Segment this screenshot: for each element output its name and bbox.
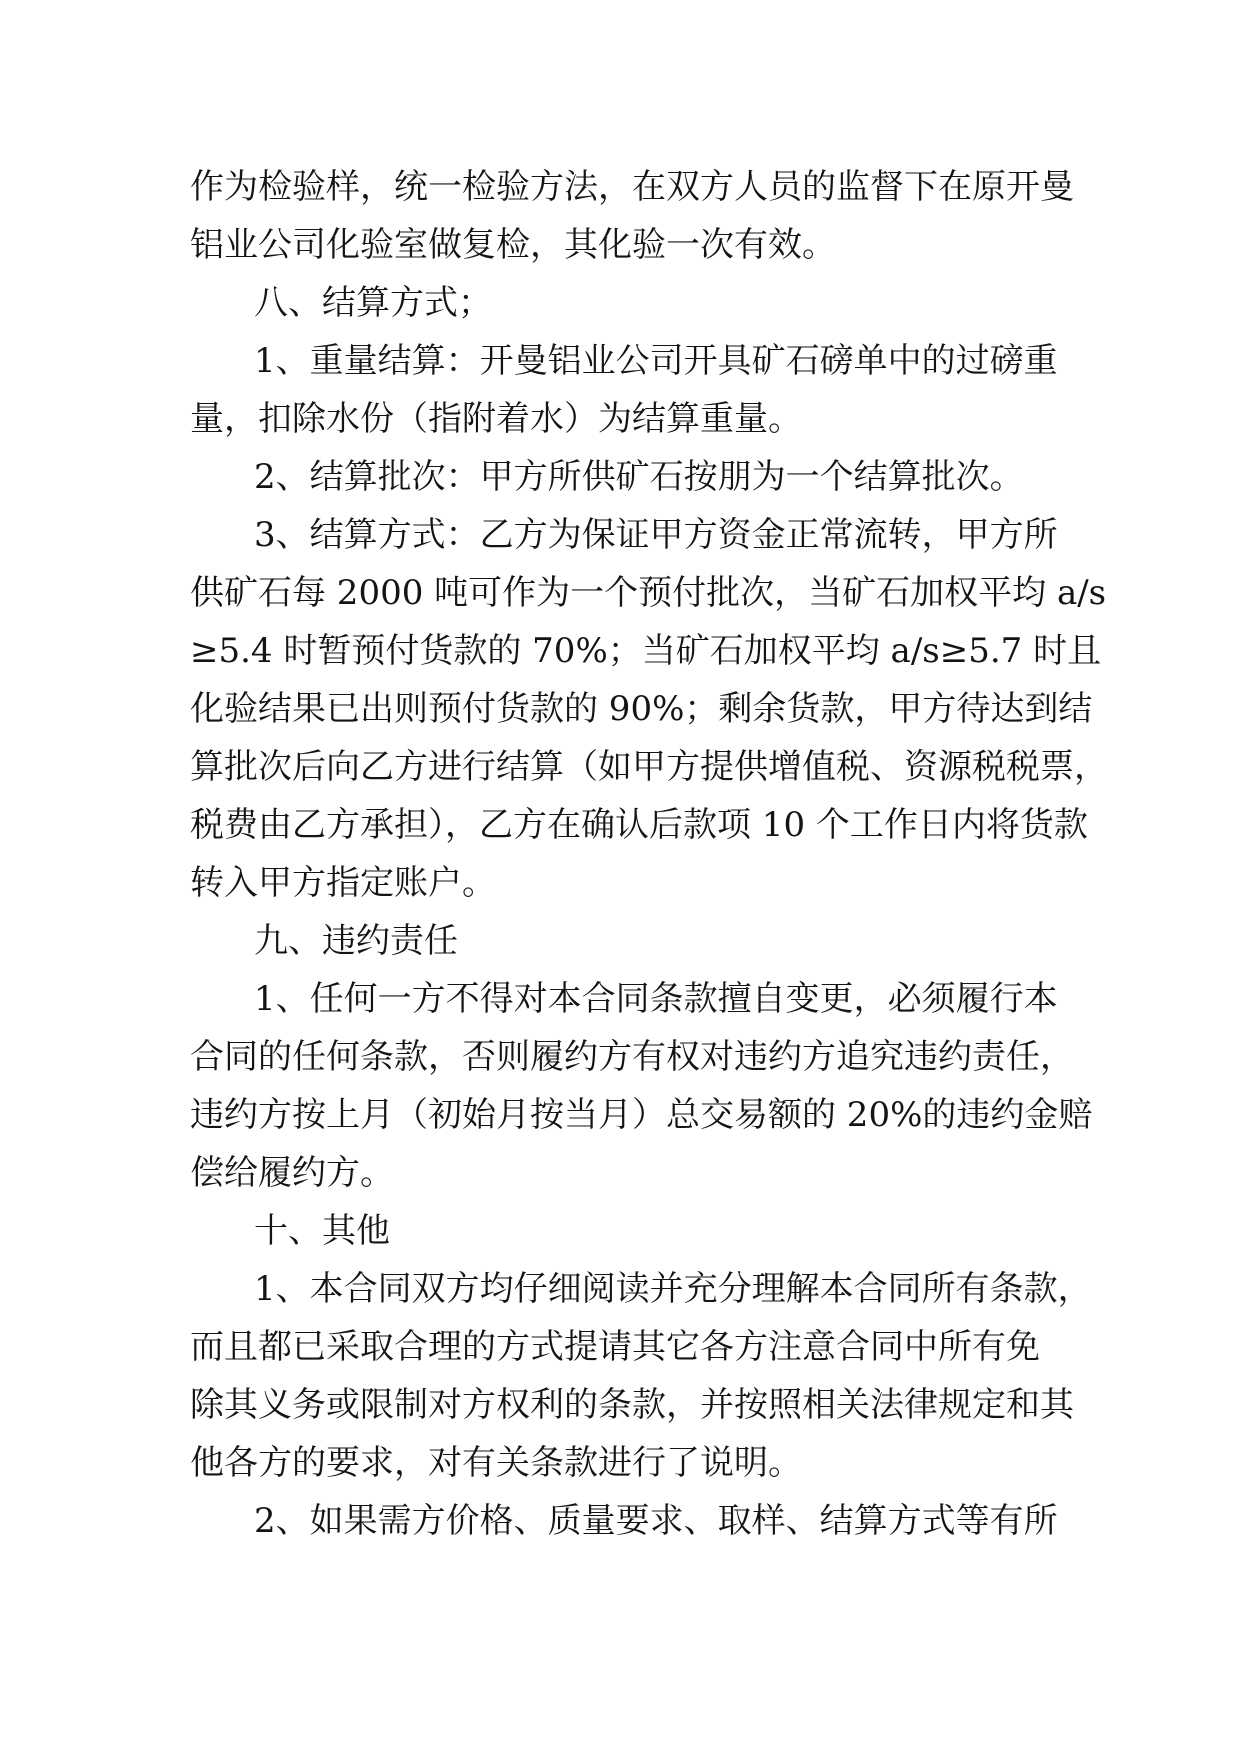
text-line: 1、本合同双方均仔细阅读并充分理解本合同所有条款，	[254, 1269, 1092, 1309]
text-line: 1、任何一方不得对本合同条款擅自变更，必须履行本	[254, 979, 1058, 1019]
text-line: 2、如果需方价格、质量要求、取样、结算方式等有所	[254, 1501, 1058, 1541]
document-body	[190, 158, 1108, 1550]
text-line: 税费由乙方承担），乙方在确认后款项 10 个工作日内将货款	[190, 805, 1088, 845]
text-line: 2、结算批次：甲方所供矿石按朋为一个结算批次。	[254, 457, 1024, 497]
section-heading: 八、结算方式；	[254, 283, 492, 323]
text-line: 供矿石每 2000 吨可作为一个预付批次，当矿石加权平均 a/s	[190, 573, 1107, 613]
text-line: 1、重量结算：开曼铝业公司开具矿石磅单中的过磅重	[254, 341, 1058, 381]
text-line: 偿给履约方。	[190, 1153, 394, 1193]
section-heading: 十、其他	[254, 1211, 390, 1251]
text-line: 他各方的要求，对有关条款进行了说明。	[190, 1443, 802, 1483]
text-line: 而且都已采取合理的方式提请其它各方注意合同中所有免	[190, 1327, 1040, 1367]
text-line: 量，扣除水份（指附着水）为结算重量。	[190, 399, 802, 439]
text-line: ≥5.4 时暂预付货款的 70%；当矿石加权平均 a/s≥5.7 时且	[190, 631, 1102, 671]
text-line: 铝业公司化验室做复检，其化验一次有效。	[190, 225, 836, 265]
text-line: 算批次后向乙方进行结算（如甲方提供增值税、资源税税票，	[190, 747, 1108, 787]
section-heading: 九、违约责任	[254, 921, 458, 961]
text-line: 转入甲方指定账户。	[190, 863, 496, 903]
text-line: 化验结果已出则预付货款的 90%；剩余货款，甲方待达到结	[190, 689, 1093, 729]
text-line: 违约方按上月（初始月按当月）总交易额的 20%的违约金赔	[190, 1095, 1093, 1135]
text-line: 3、结算方式：乙方为保证甲方资金正常流转，甲方所	[254, 515, 1058, 555]
text-line: 除其义务或限制对方权利的条款，并按照相关法律规定和其	[190, 1385, 1074, 1425]
text-line: 合同的任何条款，否则履约方有权对违约方追究违约责任，	[190, 1037, 1074, 1077]
text-line: 作为检验样，统一检验方法，在双方人员的监督下在原开曼	[190, 167, 1074, 207]
